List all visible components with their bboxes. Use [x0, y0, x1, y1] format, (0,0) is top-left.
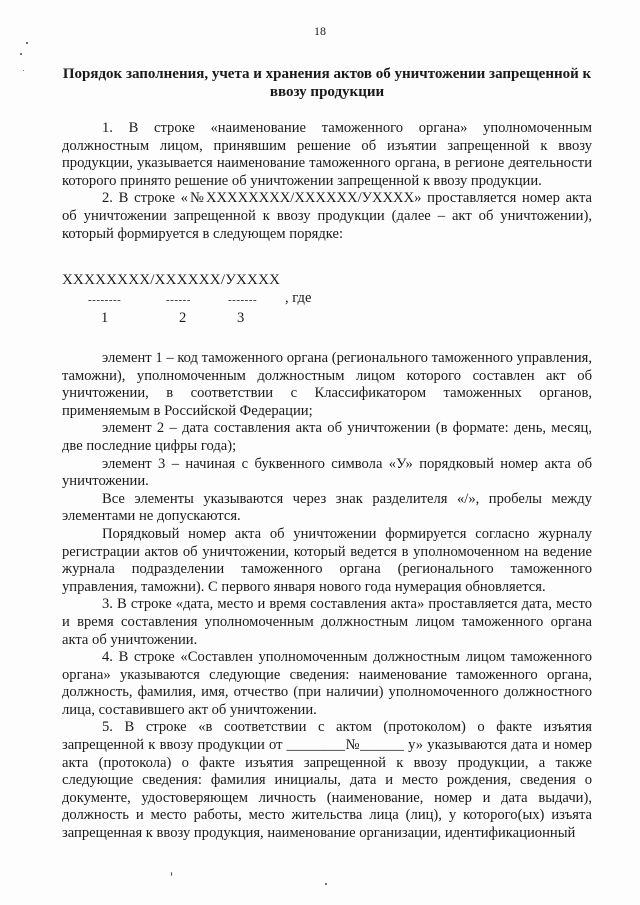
element-number-2: 2: [179, 310, 187, 326]
paragraph: 4. В строке «Составлен уполномоченным должностным лицом таможенного органа» указываются следующие сведения: наименование таможенного органа, должность, фамилия, имя, отчество (при наличии) уполномоченного должностного лица, составившего акт об уничтожении.: [62, 649, 592, 718]
scan-speck: [20, 53, 22, 55]
scan-speck: [23, 70, 24, 71]
paragraph: 1. В строке «наименование таможенного органа» уполномоченным должностным лицом, принявшим решение об изъятии запрещенной к ввозу продукции, указывается наименование таможенного органа, в регионе деятельности которого принято решение об уничтожении запрещенной к ввозу продукции.: [62, 120, 592, 189]
paragraph: 5. В строке «в соответствии с актом (протоколом) о факте изъятия запрещенной к ввозу продукции от ________№______ у» указываются дата и номер акта (протокола) о факте изъятия запрещенной к ввозу продукции, а также следующие сведения: фамилия инициалы, дата и место рождения, сведения о документе, удостоверяющем личность (наименование, номер и дата выдачи), должность и место работы, место жительства лица (лиц), у которого(ых) изъята запрещенная к ввозу продукция, наименование организации, идентификационный: [62, 719, 592, 842]
document-title: Порядок заполнения, учета и хранения актов об уничтожении запрещенной к ввозу продукции: [62, 66, 592, 100]
element-number-3: 3: [237, 310, 245, 326]
element-1-underline: --------: [88, 294, 122, 306]
scan-speck: [26, 42, 28, 44]
paragraph: элемент 2 – дата составления акта об уничтожении (в формате: день, месяц, две последние цифры года);: [62, 420, 592, 454]
paragraph: 2. В строке «№XXXXXXXX/XXXXXX/УXXXX» проставляется номер акта об уничтожении запрещенной к ввозу продукции (далее – акт об уничтожении), который формируется в следующем порядке:: [62, 190, 592, 242]
paragraph: элемент 3 – начиная с буквенного символа «У» порядковый номер акта об уничтожении.: [62, 455, 592, 490]
paragraph: элемент 1 – код таможенного органа (регионального таможенного управления, таможни), уполномоченным должностным лицом которого составлен акт об уничтожении, в соответствии с Классификатором таможенных органов, применяемым в Российской Федерации;: [62, 350, 592, 419]
where-label: , где: [285, 290, 312, 306]
element-2-underline: ------: [166, 294, 191, 306]
scan-speck: [325, 883, 327, 885]
paragraph: Все элементы указываются через знак разделителя «/», пробелы между элементами не допускаются.: [62, 490, 592, 525]
element-number-1: 1: [101, 310, 109, 326]
scan-speck: [171, 872, 172, 876]
paragraph: Порядковый номер акта об уничтожении формируется согласно журналу регистрации актов об уничтожении, который ведется в уполномоченном на ведение журнала подразделении таможенного органа (регионального таможенного управления, таможни). С первого января нового года нумерация обновляется.: [62, 525, 592, 595]
page-number: 18: [314, 24, 326, 38]
paragraph: 3. В строке «дата, место и время составления акта» проставляется дата, место и время составления уполномоченным должностным лицом таможенного органа акта об уничтожении.: [62, 596, 592, 648]
element-3-underline: -------: [228, 294, 258, 306]
body-text-bottom: [62, 350, 592, 843]
act-number-format: XXXXXXXX/XXXXXX/УXXXX: [62, 272, 281, 288]
body-text-top: [62, 120, 592, 243]
